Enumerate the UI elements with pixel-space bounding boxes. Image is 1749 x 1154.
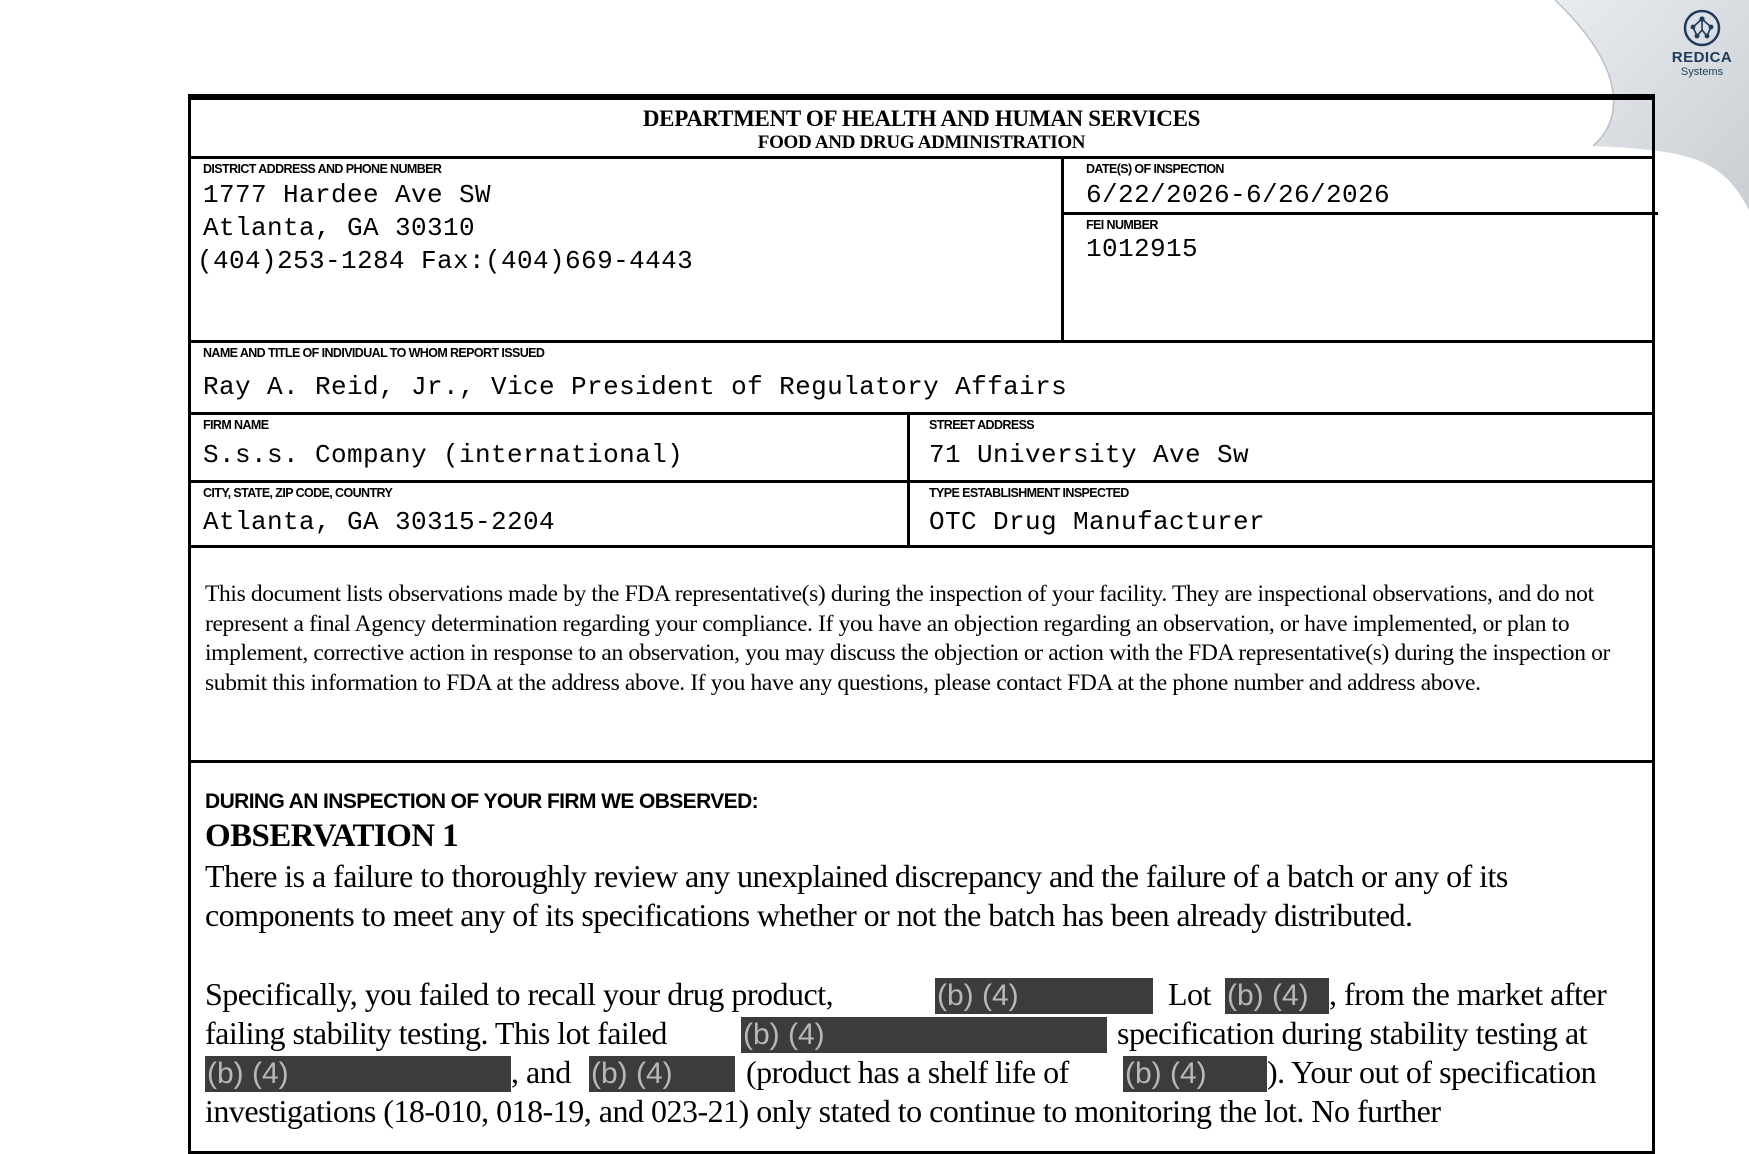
divider — [191, 156, 1652, 159]
divider — [191, 545, 1652, 548]
divider — [191, 760, 1652, 763]
firm-name-value: S.s.s. Company (international) — [203, 440, 684, 470]
district-address-line1: 1777 Hardee Ave SW — [203, 180, 492, 210]
observed-heading: DURING AN INSPECTION OF YOUR FIRM WE OBSERVED: — [205, 790, 759, 813]
divider — [1061, 156, 1064, 340]
redaction-box: (b) (4) — [935, 978, 1153, 1014]
department-title: DEPARTMENT OF HEALTH AND HUMAN SERVICES — [642, 106, 1201, 131]
divider — [191, 480, 1652, 483]
detail-text: (product has a shelf life of — [746, 1054, 1069, 1090]
detail-text: investigations (18-010, 018-19, and 023-21) only stated to continue to monitoring the lot. No further — [205, 1093, 1441, 1129]
fei-value: 1012915 — [1086, 234, 1199, 264]
establishment-value: OTC Drug Manufacturer — [929, 507, 1266, 537]
individual-label: NAME AND TITLE OF INDIVIDUAL TO WHOM REPORT ISSUED — [203, 346, 545, 360]
observation-detail-line — [205, 1093, 1647, 1133]
fda-483-form — [188, 94, 1655, 1154]
district-label: DISTRICT ADDRESS AND PHONE NUMBER — [203, 162, 442, 176]
street-address-label: STREET ADDRESS — [929, 418, 1035, 432]
observation-detail-line — [205, 1015, 1647, 1055]
detail-text: failing stability testing. This lot failed — [205, 1015, 667, 1051]
redaction-box: (b) (4) — [205, 1056, 511, 1092]
redica-logo — [1655, 8, 1749, 78]
observation-detail-line — [205, 976, 1647, 1016]
redica-network-icon — [1682, 8, 1722, 48]
district-phone: (404)253-1284 Fax:(404)669-4443 — [197, 246, 694, 276]
detail-text: , from the market after — [1329, 976, 1607, 1012]
agency-title: FOOD AND DRUG ADMINISTRATION — [757, 132, 1086, 153]
redaction-box: (b) (4) — [1123, 1056, 1267, 1092]
observation-detail-line — [205, 1054, 1647, 1094]
detail-text: Specifically, you failed to recall your drug product, — [205, 976, 834, 1012]
street-address-value: 71 University Ave Sw — [929, 440, 1250, 470]
detail-text: , and — [511, 1054, 571, 1090]
redaction-box: (b) (4) — [589, 1056, 735, 1092]
firm-name-label: FIRM NAME — [203, 418, 269, 432]
detail-text: specification during stability testing at — [1117, 1015, 1588, 1051]
detail-text: Lot — [1168, 976, 1211, 1012]
notice-paragraph: This document lists observations made by the FDA representative(s) during the inspection of your facility. They are inspectional observations, and do not represent a final Agency determination regarding your compliance. If you have an objection regarding an observation, or have implemented, or plan to implement, corrective action in response to an observation, you may discuss the objection or action with the FDA representative(s) during the inspection or submit this information to FDA at the address above. If you have any questions, please contact FDA at the phone number and address above. — [205, 581, 1610, 696]
detail-text: ). Your out of specification — [1267, 1054, 1597, 1090]
inspection-dates-value: 6/22/2026-6/26/2026 — [1086, 180, 1391, 210]
observation-title: OBSERVATION 1 — [205, 818, 458, 854]
fei-label: FEI NUMBER — [1086, 218, 1158, 232]
inspection-dates-label: DATE(S) OF INSPECTION — [1086, 162, 1224, 176]
brand-subtitle: Systems — [1680, 66, 1724, 78]
divider — [191, 412, 1652, 415]
city-label: CITY, STATE, ZIP CODE, COUNTRY — [203, 486, 393, 500]
brand-name: REDICA — [1671, 49, 1733, 66]
redaction-box: (b) (4) — [741, 1017, 1107, 1053]
city-value: Atlanta, GA 30315-2204 — [203, 507, 556, 537]
observation-summary: There is a failure to thoroughly review any unexplained discrepancy and the failure of a batch or any of its components to meet any of its specifications whether or not the batch has been already distributed. — [205, 858, 1508, 933]
individual-value: Ray A. Reid, Jr., Vice President of Regulatory Affairs — [203, 372, 1068, 402]
divider — [191, 340, 1652, 343]
establishment-label: TYPE ESTABLISHMENT INSPECTED — [929, 486, 1129, 500]
divider — [1061, 212, 1658, 215]
district-address-line2: Atlanta, GA 30310 — [203, 213, 476, 243]
redaction-box: (b) (4) — [1225, 978, 1329, 1014]
